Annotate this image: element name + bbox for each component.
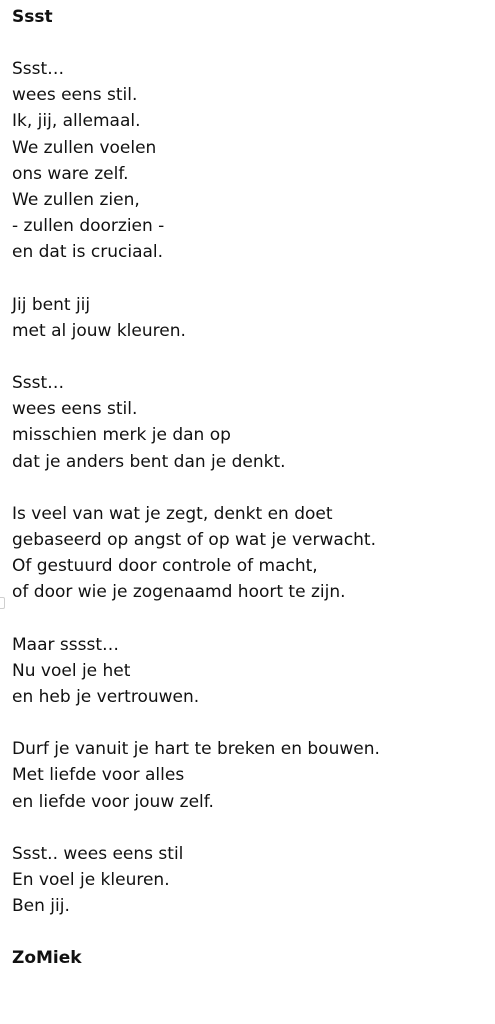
poem-line: en heb je vertrouwen. [12,687,200,708]
poem-page [12,4,487,971]
poem-line: Of gestuurd door controle of macht, [12,556,318,577]
poem-line: Jij bent jij [12,294,91,315]
poem-line: misschien merk je dan op [12,425,231,446]
poem-line: Nu voel je het [12,660,131,681]
poem-stanza [12,370,487,475]
poem-line: Ssst… [12,373,65,394]
poem-line: en dat is cruciaal. [12,242,164,263]
poem-line: wees eens stil. [12,85,138,106]
poem-line: Met liefde voor alles [12,765,185,786]
poem-line: ons ware zelf. [12,163,129,184]
poem-line: en liefde voor jouw zelf. [12,791,214,812]
poem-line: Ssst… [12,59,65,79]
poem-line: Durf je vanuit je hart te breken en bouwen. [12,739,380,760]
poem-stanza [12,501,487,606]
poem-line: dat je anders bent dan je denkt. [12,451,286,472]
poem-line: We zullen zien, [12,190,140,211]
poem-line: wees eens stil. [12,399,138,420]
poem-stanza [12,841,487,920]
poem-line: Ssst.. wees eens stil [12,843,184,864]
poem-line: Ik, jij, allemaal. [12,111,141,132]
poem-stanza [12,56,487,266]
poem-line: gebaseerd op angst of op wat je verwacht. [12,530,377,551]
poem-line: Maar sssst… [12,634,119,655]
poem-line: Ben jij. [12,896,70,917]
poem-line: met al jouw kleuren. [12,320,186,341]
poem-line: En voel je kleuren. [12,870,170,891]
poem-line: - zullen doorzien - [12,216,165,237]
poem-title: Ssst [12,7,53,27]
poem-stanza [12,736,487,815]
scroll-edge-marker [0,597,5,609]
poem-stanza [12,292,487,344]
poem-author: ZoMiek [12,948,82,969]
poem-line: of door wie je zogenaamd hoort te zijn. [12,582,346,603]
poem-line: Is veel van wat je zegt, denkt en doet [12,503,333,524]
poem-line: We zullen voelen [12,137,157,158]
poem-body [12,56,487,919]
poem-stanza [12,632,487,711]
